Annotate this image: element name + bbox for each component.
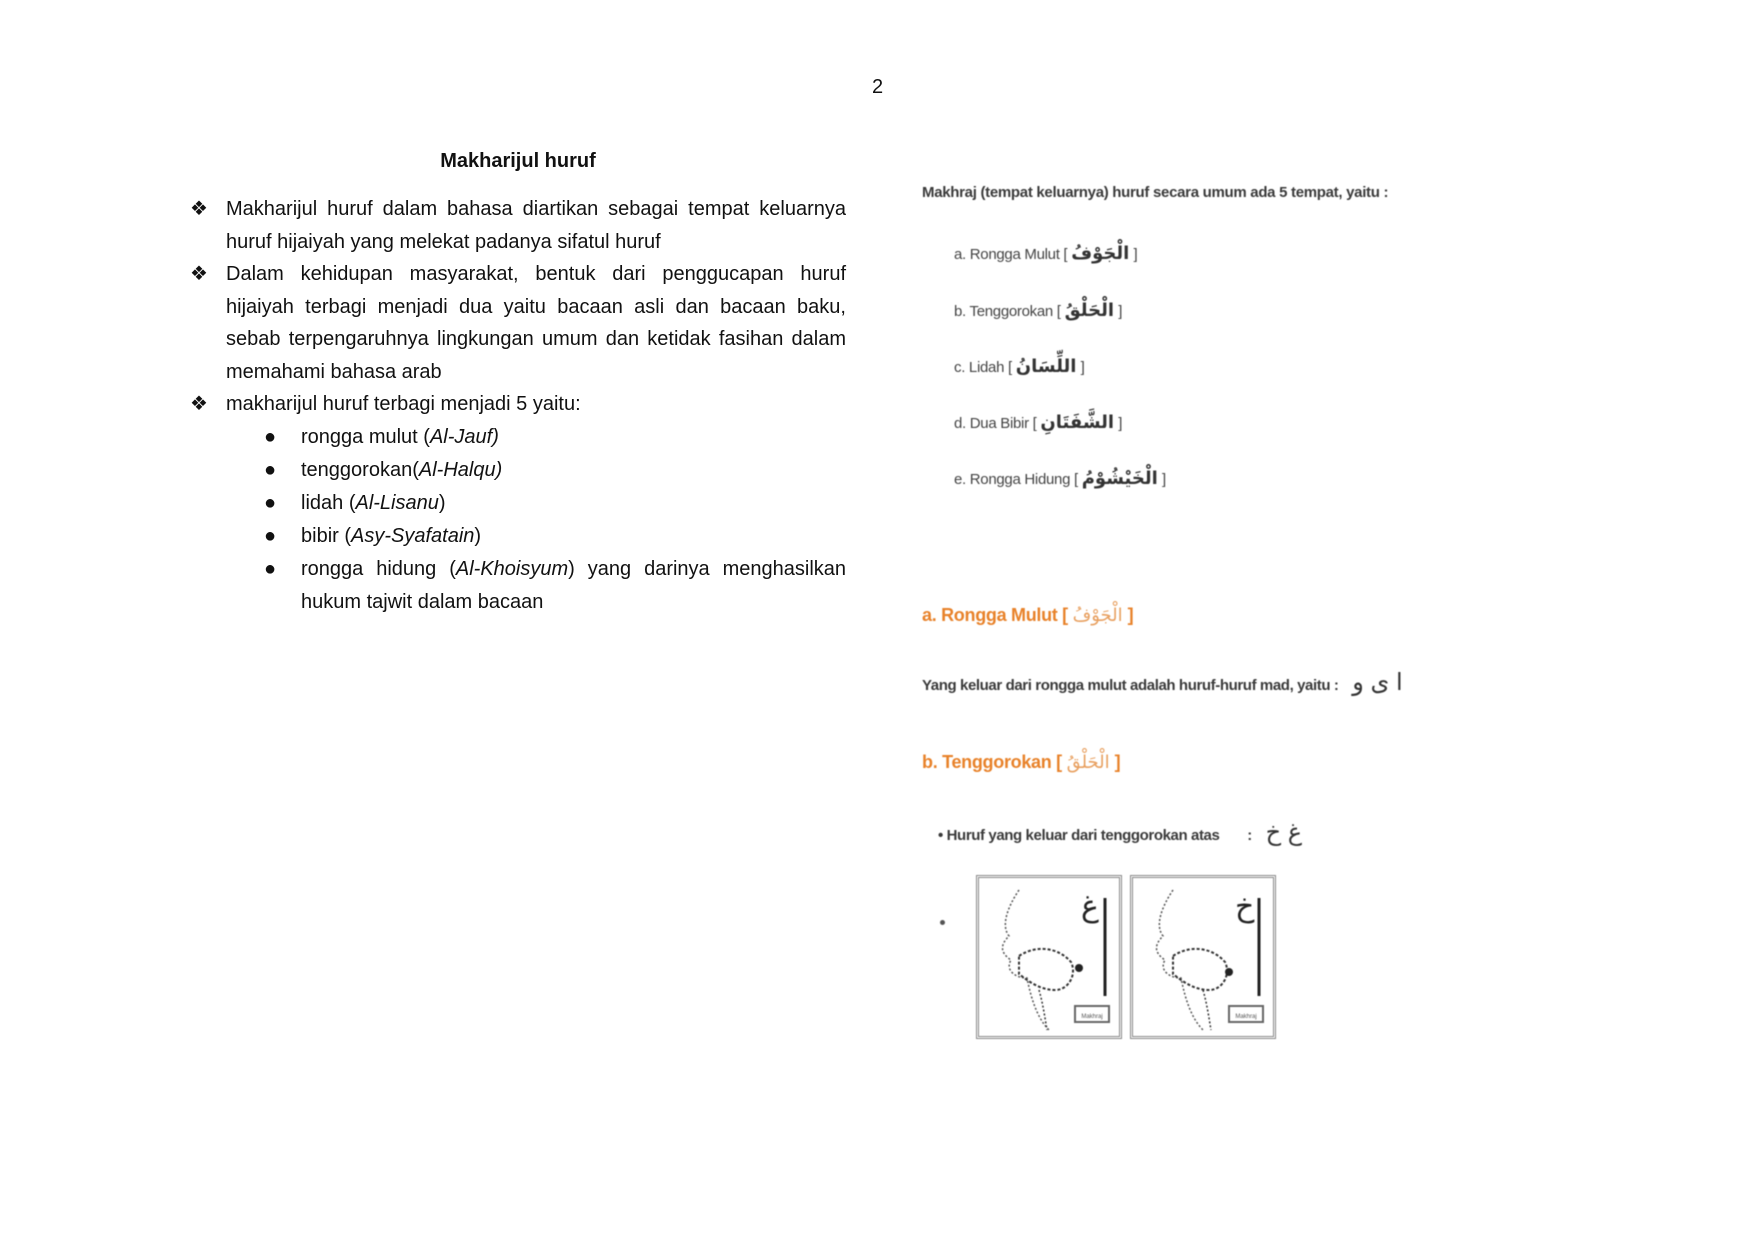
section-b-text: • Huruf yang keluar dari tenggorokan atas: [938, 827, 1220, 844]
section-b-description: [938, 818, 1302, 847]
makhraj-label: c. Lidah [: [954, 359, 1012, 376]
makhraj-list-item: [954, 356, 1085, 377]
sub-list-item: [190, 487, 846, 520]
sub-item-term: Al-Khoisyum: [455, 557, 569, 580]
sub-item-term: Al-Lisanu: [355, 491, 439, 514]
bullet-item: [190, 258, 846, 388]
makhraj-bracket: ]: [1161, 471, 1166, 488]
section-b-colon: :: [1247, 827, 1252, 844]
diagram-footer-label: Makhraj: [1081, 1014, 1103, 1020]
section-heading-tenggorokan: [922, 752, 1120, 773]
section-heading-bracket: ]: [1127, 605, 1134, 625]
diamond-bullet-icon: ❖: [190, 198, 208, 220]
sub-item-term: Al-Jauf): [429, 425, 499, 448]
makhraj-arabic: الْخَيْشُوْمُ: [1081, 468, 1158, 489]
left-column: [190, 150, 846, 619]
section-heading-rongga-mulut: [922, 605, 1133, 626]
diamond-bullet-icon: ❖: [190, 263, 208, 285]
small-bullet-icon: [940, 920, 945, 925]
dot-bullet-icon: ●: [264, 491, 277, 514]
sub-item-term: Asy-Syafatain: [351, 524, 475, 547]
sub-item-text: rongga mulut (: [301, 425, 430, 448]
sub-item-text: bibir (: [301, 524, 352, 547]
bullet-text: Makharijul huruf dalam bahasa diartikan sebagai tempat keluarnya huruf hijaiyah yang melekat padanya sifatul huruf: [226, 198, 846, 253]
makhraj-list-item: [954, 243, 1137, 264]
dot-bullet-icon: ●: [264, 524, 277, 547]
section-b-letters: غ خ: [1265, 819, 1303, 846]
diamond-bullet-icon: ❖: [190, 393, 208, 415]
sub-item-text-end: ): [474, 524, 482, 547]
head-profile-icon: [979, 878, 1119, 1036]
section-heading-arabic: الْجَوْفُ: [1072, 605, 1123, 626]
dot-bullet-icon: ●: [264, 458, 277, 481]
head-profile-icon: [1133, 878, 1273, 1036]
makhraj-arabic: اللِّسَانُ: [1015, 356, 1077, 377]
section-heading-label: a. Rongga Mulut [: [922, 605, 1068, 625]
bullet-item: [190, 193, 846, 258]
sub-list-item: [190, 421, 846, 454]
throat-diagram-ghain: [976, 875, 1122, 1039]
makhraj-bracket: ]: [1080, 359, 1085, 376]
section-heading-label: b. Tenggorokan [: [922, 752, 1062, 772]
section-a-letters: ا ى و: [1352, 669, 1403, 696]
sub-item-text-end: ) yang darinya menghasilkan hukum tajwit dalam bacaan: [301, 557, 847, 613]
section-a-text: Yang keluar dari rongga mulut adalah huruf-huruf mad, yaitu :: [922, 677, 1339, 694]
throat-diagram-kha: [1130, 875, 1276, 1039]
sub-item-text: tenggorokan(: [301, 458, 419, 481]
bullet-text: makharijul huruf terbagi menjadi 5 yaitu:: [226, 393, 581, 415]
section-a-description: [922, 668, 1403, 697]
diagram-letter: خ: [1235, 889, 1255, 924]
makhraj-bracket: ]: [1118, 415, 1123, 432]
makhraj-label: b. Tenggorokan [: [954, 303, 1061, 320]
makhraj-intro: Makhraj (tempat keluarnya) huruf secara umum ada 5 tempat, yaitu :: [922, 184, 1389, 201]
dot-bullet-icon: ●: [264, 557, 277, 580]
sub-list-item: [190, 454, 846, 487]
sub-list-item: [190, 520, 846, 553]
section-heading-bracket: ]: [1114, 752, 1121, 772]
right-column-scan: [922, 0, 1482, 1240]
makhraj-arabic: الشَّفَتَانِ: [1040, 412, 1115, 433]
diagram-footer-label: Makhraj: [1235, 1014, 1257, 1020]
makhraj-bracket: ]: [1118, 303, 1123, 320]
makhraj-list-item: [954, 300, 1122, 321]
sub-item-text: rongga hidung (: [301, 557, 456, 580]
sub-item-text-end: ): [438, 491, 446, 514]
makhraj-list-item: [954, 412, 1122, 433]
section-heading-arabic: الْحَلْقُ: [1066, 752, 1110, 773]
sub-list-item: [190, 553, 846, 619]
page-title: Makharijul huruf: [440, 150, 596, 172]
makhraj-arabic: الْحَلْقُ: [1064, 300, 1115, 321]
page-number: 2: [872, 76, 884, 98]
makhraj-bracket: ]: [1133, 246, 1138, 263]
bullet-item: [190, 388, 846, 421]
makhraj-list-item: [954, 468, 1166, 489]
sub-item-term: Al-Halqu): [418, 458, 503, 481]
sub-item-text: lidah (: [301, 491, 356, 514]
makhraj-label: e. Rongga Hidung [: [954, 471, 1078, 488]
bullet-text: Dalam kehidupan masyarakat, bentuk dari penggucapan huruf hijaiyah terbagi menjadi dua yaitu bacaan asli dan bacaan baku, sebab terpengaruhnya lingkungan umum dan ketidak fasihan dalam memahami bahasa arab: [226, 263, 846, 383]
makhraj-arabic: الْجَوْفُ: [1071, 243, 1130, 264]
makhraj-label: d. Dua Bibir [: [954, 415, 1037, 432]
makhraj-label: a. Rongga Mulut [: [954, 246, 1068, 263]
dot-bullet-icon: ●: [264, 425, 277, 448]
diagram-letter: غ: [1081, 889, 1099, 924]
